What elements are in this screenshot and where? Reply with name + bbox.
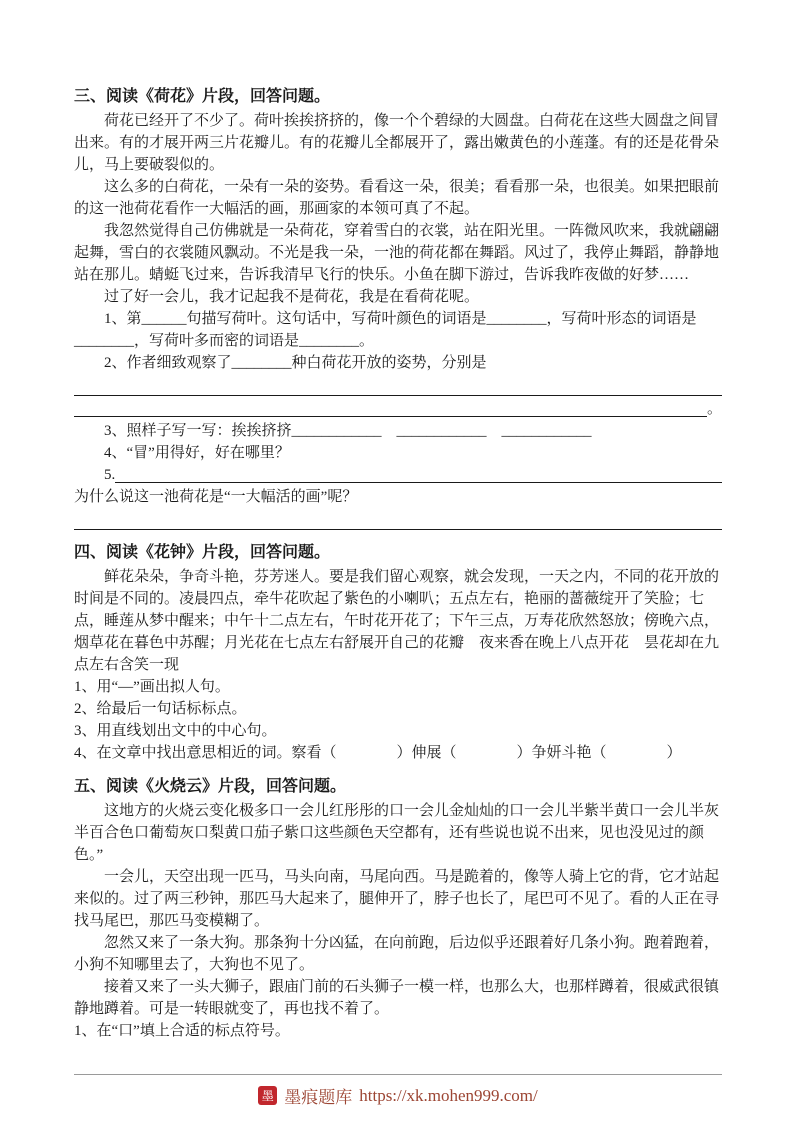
question-item: 2、作者细致观察了________种白荷花开放的姿势，分别是 <box>104 355 487 371</box>
answer-line-with-period <box>74 398 722 420</box>
passage-paragraph: 过了好一会儿，我才记起我不是荷花，我是在看荷花呢。 <box>104 289 480 305</box>
question-item: 2、给最后一句话标标点。 <box>74 701 247 717</box>
section-lotus <box>74 86 722 530</box>
question-item: 1、第______句描写荷叶。这句话中，写荷叶颜色的词语是________，写荷叶形态的词语是________，写荷叶多而密的词语是________。 <box>74 311 697 349</box>
passage-paragraph: 我忽然觉得自己仿佛就是一朵荷花，穿着雪白的衣裳，站在阳光里。一阵微风吹来，我就翩翩起舞，雪白的衣裳随风飘动。不光是我一朵，一池的荷花都在舞蹈。风过了，我停止舞蹈，静静地站在那儿。蜻蜓飞过来，告诉我清早飞行的快乐。小鱼在脚下游过，告诉我昨夜做的好梦…… <box>74 223 720 283</box>
passage-paragraph: 鲜花朵朵，争奇斗艳，芬芳迷人。要是我们留心观察，就会发现，一天之内，不同的花开放的时间是不同的。凌晨四点，牵牛花吹起了紫色的小喇叭；五点左右，艳丽的蔷薇绽开了笑脸；七点，睡莲从梦中醒来；中午十二点左右，午时花开花了；下午三点，万寿花欣然怒放；傍晚六点，烟草花在暮色中苏醒；月光花在七点左右舒展开自己的花瓣 夜来香在晚上八点开花 昙花却在九点左右含笑一现 <box>74 569 720 673</box>
answer-line <box>115 482 722 483</box>
section-flower-clock <box>74 542 722 764</box>
passage-paragraph: 荷花已经开了不少了。荷叶挨挨挤挤的，像一个个碧绿的大圆盘。白荷花在这些大圆盘之间冒出来。有的才展开两三片花瓣儿。有的花瓣儿全都展开了，露出嫩黄色的小莲蓬。有的还是花骨朵儿，马上要破裂似的。 <box>74 113 720 173</box>
passage-paragraph: 这地方的火烧云变化极多口一会儿红彤彤的口一会儿金灿灿的口一会儿半紫半黄口一会儿半灰半百合色口葡萄灰口梨黄口茄子紫口这些颜色天空都有，还有些说也说不出来，见也没见过的颜色。” <box>74 803 720 863</box>
answer-line <box>74 508 722 530</box>
question-item: 4、在文章中找出意思相近的词。察看（ ）伸展（ ）争妍斗艳（ ） <box>74 745 682 761</box>
question-item: 1、在“口”填上合适的标点符号。 <box>74 1023 290 1039</box>
passage-paragraph: 接着又来了一头大狮子，跟庙门前的石头狮子一模一样，也那么大，也那样蹲着，很威武很镇静地蹲着。可是一转眼就变了，再也找不着了。 <box>74 979 720 1017</box>
question-item <box>74 464 722 486</box>
section-title: 四、阅读《花钟》片段，回答问题。 <box>74 544 331 561</box>
passage-paragraph: 忽然又来了一条大狗。那条狗十分凶猛，在向前跑，后边似乎还跟着好几条小狗。跑着跑着，小狗不知哪里去了，大狗也不见了。 <box>74 935 720 973</box>
period-mark: 。 <box>706 401 722 417</box>
question-item: 3、用直线划出文中的中心句。 <box>74 723 277 739</box>
passage-paragraph: 一会儿，天空出现一匹马，马头向南，马尾向西。马是跪着的，像等人骑上它的背，它才站起来似的。过了两三秒钟，那匹马大起来了，腿伸开了，脖子也长了，尾巴可不见了。看的人正在寻找马尾巴，那匹马变模糊了。 <box>74 869 720 929</box>
question-item: 为什么说这一池荷花是“一大幅活的画”呢？ <box>74 489 358 505</box>
question-number: 5. <box>104 467 116 483</box>
section-fire-clouds <box>74 776 722 1042</box>
site-logo-icon: 墨 <box>258 1086 277 1105</box>
section-title: 三、阅读《荷花》片段，回答问题。 <box>74 88 331 105</box>
answer-line <box>74 374 722 396</box>
site-name: 墨痕题库 <box>284 1088 353 1107</box>
answer-line <box>74 416 707 417</box>
question-item: 3、照样子写一写：挨挨挤挤____________ ____________ ____________ <box>104 423 592 439</box>
question-item: 4、“冒”用得好，好在哪里？ <box>104 445 290 461</box>
section-title: 五、阅读《火烧云》片段，回答问题。 <box>74 778 347 795</box>
site-url-link[interactable]: https://xk.mohen999.com/ <box>359 1085 538 1105</box>
passage-paragraph: 这么多的白荷花，一朵有一朵的姿势。看看这一朵，很美；看看那一朵，也很美。如果把眼前的这一池荷花看作一大幅活的画，那画家的本领可真了不起。 <box>74 179 720 217</box>
question-item: 1、用“—”画出拟人句。 <box>74 679 230 695</box>
page-footer <box>74 1074 722 1108</box>
